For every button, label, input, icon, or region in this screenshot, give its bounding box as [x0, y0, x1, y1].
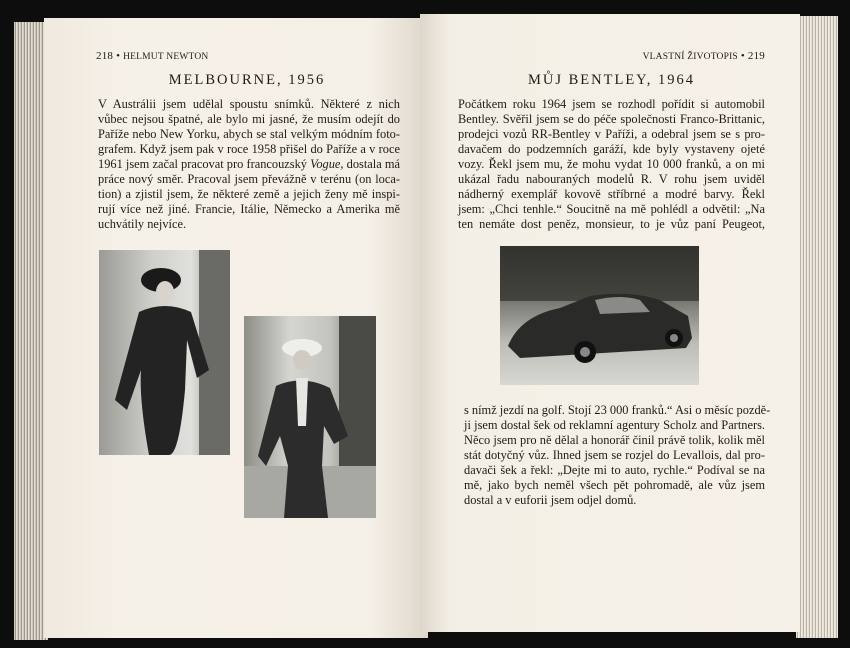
right-paragraph-top	[458, 97, 765, 232]
text-line: s nímž jezdí na golf. Stojí 23 000 franků.“ Asi o měsíc pozdě-	[464, 403, 771, 417]
text-line: V Austrálii jsem udělal spoustu snímků. Některé z nich	[98, 97, 400, 111]
section-title: MELBOURNE, 1956	[168, 72, 326, 88]
left-paragraph	[98, 97, 400, 232]
text-line: nádherný exemplář kovově stříbrné a modré barvy. Řekl	[458, 187, 765, 201]
right-running-head: VLASTNÍ ŽIVOTOPIS • 219	[642, 50, 765, 62]
text-line: Paříže nebo New Yorku, abych se stal velkým módním foto-	[98, 127, 400, 141]
bentley-car-photo	[500, 246, 699, 385]
fashion-photo-woman-dark-suit	[99, 250, 230, 455]
text-line: uchvátily nejvíce.	[98, 217, 187, 231]
text-line: ji jsem dostal šek od reklamní agentury Scholz and Partners.	[464, 418, 765, 432]
text-line: mě, jako bych neměl všech pět pohromadě, ale vůz jsem	[464, 478, 765, 492]
text-line: vůbec nejsou špatné, ale bylo mi jasné, že musím odejít do	[98, 112, 400, 126]
text-line: Bentley. Svěřil jsem se do péče společnosti Franco-Brittanic,	[458, 112, 765, 126]
text-line: dostal a v euforii jsem odjel domů.	[464, 493, 637, 507]
text-line: tion) a zjistil jsem, že některé země a jejich ženy mě inspi-	[98, 187, 400, 201]
left-running-head: 218 • HELMUT NEWTON	[96, 50, 209, 62]
text-line: Počátkem roku 1964 jsem se rozhodl pořídit si automobil	[458, 97, 765, 111]
running-head-title: VLASTNÍ ŽIVOTOPIS	[642, 52, 738, 62]
text-line: prodejci vozů RR-Bentley v Paříži, a odebral jsem se s pro-	[458, 127, 765, 141]
text-line: ten nemáte dost peněz, monsieur, to je vůz paní Peugeot,	[458, 217, 765, 231]
text-line: vozy. Řekl jsem mu, že mohu vydat 10 000 franků, a on mi	[458, 157, 765, 171]
text-line: davačem do podzemních garáží, kde byly vystaveny ojeté	[458, 142, 765, 156]
left-page-edges	[14, 22, 48, 640]
text-line: grafem. Když jsem pak v roce 1958 přišel do Paříže a v roce	[98, 142, 400, 156]
fashion-photo-woman-hat-street	[244, 316, 376, 518]
running-head-title: HELMUT NEWTON	[123, 52, 209, 62]
text-line: rují více než jiné. Francie, Itálie, Německo a Amerika mě	[98, 202, 400, 216]
right-page-edges	[796, 16, 838, 638]
page-number: 218	[96, 50, 114, 62]
text-line: stát dotyčný vůz. Ihned jsem se rozjel do Levallois, dal pro-	[464, 448, 765, 462]
text-line: ukázal řadu nabouraných modelů R. V rohu jsem uviděl	[458, 172, 765, 186]
text-line: práce nový směr. Pracoval jsem převážně v terénu (on loca-	[98, 172, 400, 186]
italic-magazine-name: Vogue	[310, 157, 341, 171]
text-line: jsem: „Chci tenhle.“ Soucitně na mě pohlédl a odvětil: „Na	[458, 202, 765, 216]
right-paragraph-bottom	[464, 403, 771, 508]
section-title: MŮJ BENTLEY, 1964	[527, 72, 696, 88]
text-line: Něco jsem pro ně dělal a honorář činil právě tolik, kolik měl	[464, 433, 765, 447]
text-line: davači šek a řekl: „Dejte mi to auto, rychle.“ Podíval se na	[464, 463, 765, 477]
text-line: 1961 jsem začal pracovat pro francouzský Vogue, dostala má	[98, 157, 400, 171]
page-number: 219	[747, 50, 765, 62]
